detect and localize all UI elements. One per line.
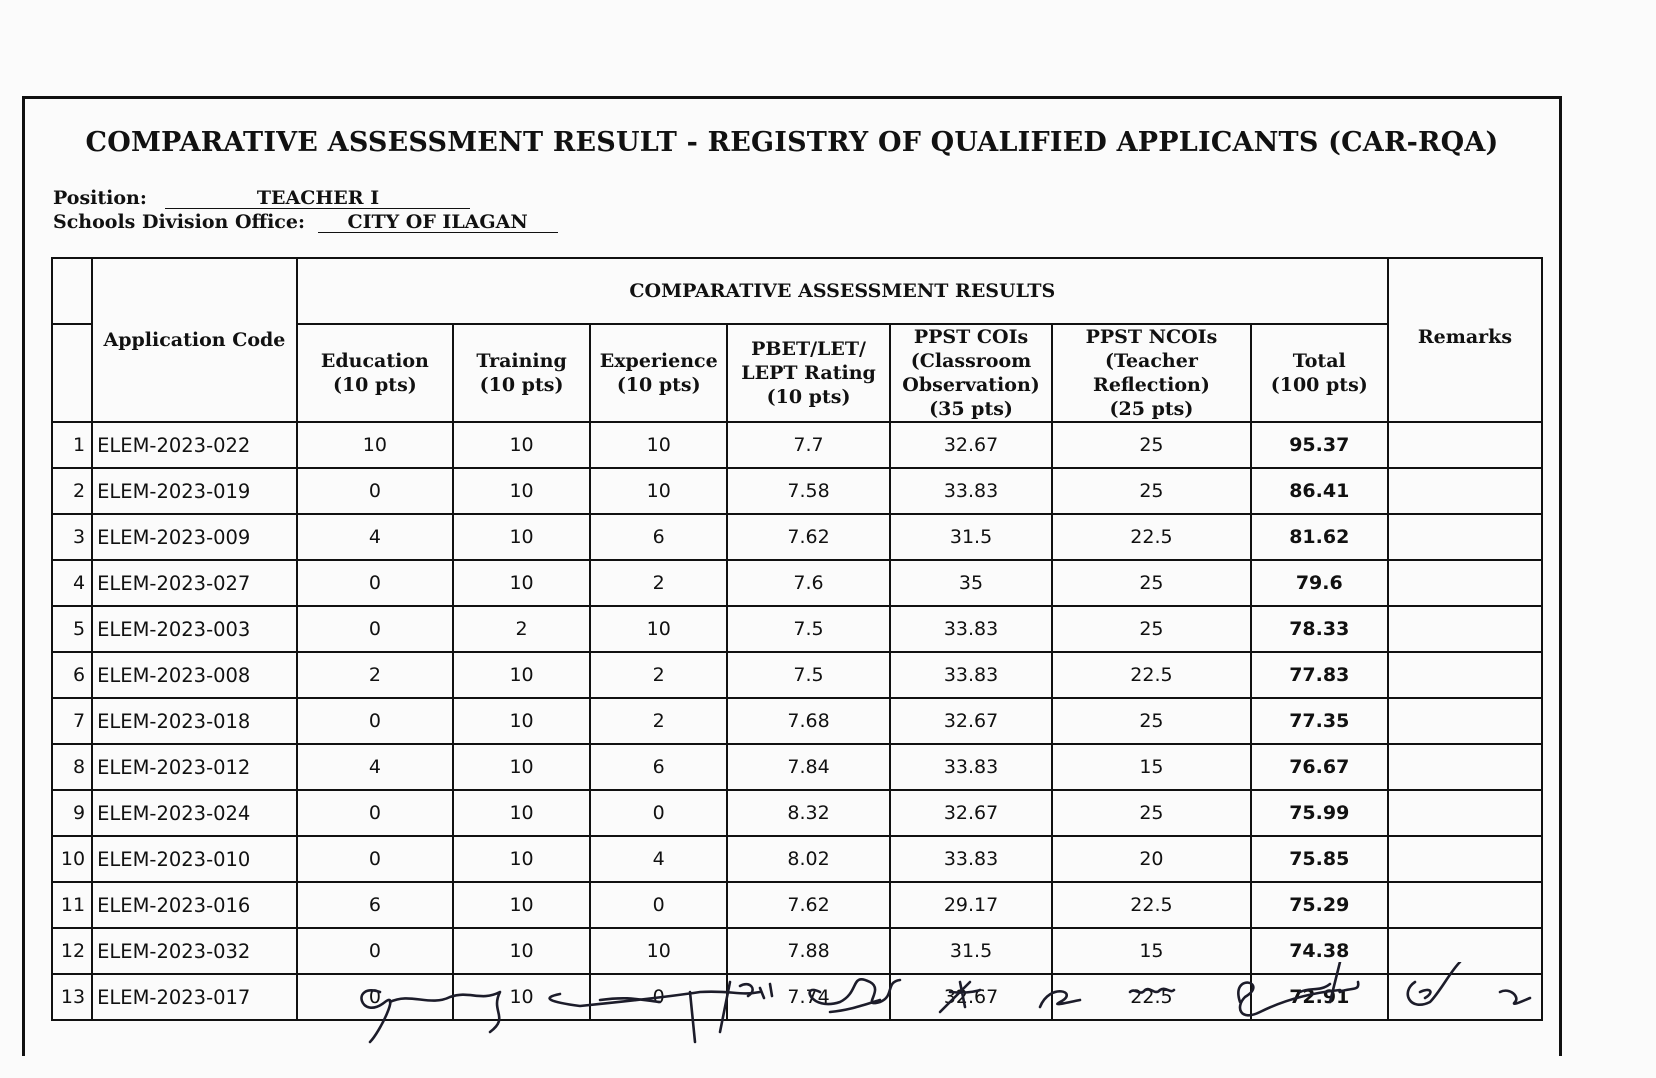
remarks-cell	[1388, 744, 1542, 790]
ppst-ncoi-score: 25	[1052, 560, 1250, 606]
header-column-line: (Teacher	[1105, 350, 1198, 372]
header-column-2	[453, 324, 590, 422]
education-score: 0	[297, 606, 453, 652]
training-score: 10	[453, 698, 590, 744]
let-rating: 7.62	[727, 882, 889, 928]
training-score: 10	[453, 790, 590, 836]
header-number-bottom	[52, 324, 92, 422]
signature-3	[720, 982, 772, 1032]
table-row	[52, 606, 1542, 652]
let-rating: 7.5	[727, 606, 889, 652]
header-column-line: Total	[1292, 350, 1346, 372]
training-score: 10	[453, 560, 590, 606]
education-score: 10	[297, 422, 453, 468]
application-code: ELEM-2023-003	[92, 606, 297, 652]
row-number: 11	[52, 882, 92, 928]
header-column-line: PBET/LET/	[751, 338, 866, 360]
experience-score: 6	[590, 514, 727, 560]
education-score: 0	[297, 974, 453, 1020]
ppst-coi-score: 33.83	[890, 652, 1052, 698]
total-score: 78.33	[1251, 606, 1388, 652]
training-score: 10	[453, 836, 590, 882]
ppst-coi-score: 32.67	[890, 790, 1052, 836]
ppst-ncoi-score: 25	[1052, 606, 1250, 652]
education-score: 2	[297, 652, 453, 698]
experience-score: 2	[590, 698, 727, 744]
header-column-line: Education	[320, 350, 429, 372]
header-column-line: (25 pts)	[1109, 398, 1194, 420]
row-number: 1	[52, 422, 92, 468]
signature-2	[550, 992, 760, 1042]
ppst-ncoi-score: 25	[1052, 468, 1250, 514]
header-column-line: Experience	[599, 350, 718, 372]
header-application-code: Application Code	[92, 258, 297, 422]
let-rating: 7.74	[727, 974, 889, 1020]
signature-4	[810, 979, 900, 1012]
header-column-1	[297, 324, 453, 422]
ppst-coi-score: 33.83	[890, 744, 1052, 790]
header-column-6	[1052, 324, 1250, 422]
header-column-4	[727, 324, 889, 422]
row-number: 8	[52, 744, 92, 790]
application-code: ELEM-2023-010	[92, 836, 297, 882]
header-column-line: PPST COIs	[913, 326, 1029, 348]
assessment-table	[51, 257, 1543, 1021]
ppst-ncoi-score: 22.5	[1052, 652, 1250, 698]
training-score: 10	[453, 514, 590, 560]
row-number: 9	[52, 790, 92, 836]
ppst-coi-score: 35	[890, 560, 1052, 606]
remarks-cell	[1388, 882, 1542, 928]
let-rating: 7.62	[727, 514, 889, 560]
experience-score: 0	[590, 790, 727, 836]
ppst-coi-score: 32.67	[890, 698, 1052, 744]
table-row	[52, 882, 1542, 928]
table-row	[52, 744, 1542, 790]
remarks-cell	[1388, 468, 1542, 514]
let-rating: 7.5	[727, 652, 889, 698]
education-score: 0	[297, 468, 453, 514]
table-row	[52, 422, 1542, 468]
header-column-line: Training	[476, 350, 567, 372]
remarks-cell	[1388, 514, 1542, 560]
header-column-line: PPST NCOIs	[1085, 326, 1218, 348]
experience-score: 10	[590, 468, 727, 514]
total-score: 86.41	[1251, 468, 1388, 514]
ppst-ncoi-score: 25	[1052, 790, 1250, 836]
application-code: ELEM-2023-019	[92, 468, 297, 514]
remarks-cell	[1388, 652, 1542, 698]
let-rating: 7.68	[727, 698, 889, 744]
application-code: ELEM-2023-008	[92, 652, 297, 698]
application-code: ELEM-2023-027	[92, 560, 297, 606]
row-number: 10	[52, 836, 92, 882]
signature-1	[361, 990, 500, 1042]
signature-11	[1500, 991, 1530, 1004]
position-line	[53, 187, 470, 209]
application-code: ELEM-2023-022	[92, 422, 297, 468]
application-code: ELEM-2023-032	[92, 928, 297, 974]
table-row	[52, 468, 1542, 514]
training-score: 10	[453, 652, 590, 698]
training-score: 10	[453, 744, 590, 790]
training-score: 10	[453, 468, 590, 514]
signature-5	[940, 982, 980, 1012]
experience-score: 2	[590, 652, 727, 698]
signatures-area	[340, 962, 1600, 1078]
ppst-coi-score: 33.83	[890, 836, 1052, 882]
header-remarks: Remarks	[1388, 258, 1542, 422]
training-score: 10	[453, 928, 590, 974]
remarks-cell	[1388, 606, 1542, 652]
signature-10	[1408, 962, 1460, 1005]
ppst-ncoi-score: 25	[1052, 422, 1250, 468]
application-code: ELEM-2023-016	[92, 882, 297, 928]
header-column-5	[890, 324, 1052, 422]
ppst-coi-score: 31.5	[890, 928, 1052, 974]
experience-score: 10	[590, 422, 727, 468]
remarks-cell	[1388, 698, 1542, 744]
application-code: ELEM-2023-017	[92, 974, 297, 1020]
training-score: 10	[453, 422, 590, 468]
header-column-line: LEPT Rating	[741, 362, 876, 384]
ppst-coi-score: 32.67	[890, 974, 1052, 1020]
let-rating: 7.7	[727, 422, 889, 468]
ppst-ncoi-score: 22.5	[1052, 514, 1250, 560]
row-number: 5	[52, 606, 92, 652]
experience-score: 10	[590, 928, 727, 974]
document-title: COMPARATIVE ASSESSMENT RESULT - REGISTRY OF QUALIFIED APPLICANTS (CAR-RQA)	[85, 127, 1499, 158]
signature-8	[1238, 983, 1340, 1016]
row-number: 13	[52, 974, 92, 1020]
education-score: 0	[297, 560, 453, 606]
table-row	[52, 514, 1542, 560]
let-rating: 7.58	[727, 468, 889, 514]
document-sheet	[22, 96, 1562, 1056]
header-column-3	[590, 324, 727, 422]
application-code: ELEM-2023-012	[92, 744, 297, 790]
ppst-ncoi-score: 15	[1052, 744, 1250, 790]
let-rating: 7.88	[727, 928, 889, 974]
ppst-coi-score: 31.5	[890, 514, 1052, 560]
header-column-line: (10 pts)	[616, 374, 701, 396]
row-number: 6	[52, 652, 92, 698]
header-column-line: (10 pts)	[332, 374, 417, 396]
total-score: 75.99	[1251, 790, 1388, 836]
table-row	[52, 652, 1542, 698]
signature-6	[1040, 991, 1080, 1007]
training-score: 10	[453, 882, 590, 928]
division-label: Schools Division Office:	[53, 211, 305, 233]
header-column-7	[1251, 324, 1388, 422]
total-score: 95.37	[1251, 422, 1388, 468]
education-score: 0	[297, 928, 453, 974]
position-value: TEACHER I	[165, 188, 470, 209]
header-column-line: (10 pts)	[766, 386, 851, 408]
experience-score: 0	[590, 882, 727, 928]
application-code: ELEM-2023-018	[92, 698, 297, 744]
experience-score: 4	[590, 836, 727, 882]
ppst-ncoi-score: 22.5	[1052, 974, 1250, 1020]
let-rating: 7.6	[727, 560, 889, 606]
remarks-cell	[1388, 836, 1542, 882]
ppst-coi-score: 32.67	[890, 422, 1052, 468]
application-code: ELEM-2023-009	[92, 514, 297, 560]
table-body	[52, 422, 1542, 1020]
header-column-line: (10 pts)	[479, 374, 564, 396]
row-number: 7	[52, 698, 92, 744]
total-score: 74.38	[1251, 928, 1388, 974]
experience-score: 6	[590, 744, 727, 790]
table-row	[52, 836, 1542, 882]
training-score: 10	[453, 974, 590, 1020]
ppst-ncoi-score: 20	[1052, 836, 1250, 882]
education-score: 4	[297, 514, 453, 560]
table-row	[52, 560, 1542, 606]
signature-7	[1130, 989, 1174, 993]
total-score: 75.85	[1251, 836, 1388, 882]
total-score: 77.35	[1251, 698, 1388, 744]
total-score: 79.6	[1251, 560, 1388, 606]
education-score: 0	[297, 836, 453, 882]
let-rating: 8.32	[727, 790, 889, 836]
header-comparative-results: COMPARATIVE ASSESSMENT RESULTS	[297, 258, 1388, 324]
total-score: 72.91	[1251, 974, 1388, 1020]
ppst-ncoi-score: 25	[1052, 698, 1250, 744]
header-column-line: (35 pts)	[929, 398, 1013, 420]
remarks-cell	[1388, 790, 1542, 836]
remarks-cell	[1388, 560, 1542, 606]
division-line	[53, 211, 558, 233]
ppst-coi-score: 33.83	[890, 468, 1052, 514]
ppst-coi-score: 29.17	[890, 882, 1052, 928]
header-column-line: Observation)	[902, 374, 1040, 396]
let-rating: 7.84	[727, 744, 889, 790]
training-score: 2	[453, 606, 590, 652]
ppst-ncoi-score: 15	[1052, 928, 1250, 974]
education-score: 0	[297, 698, 453, 744]
header-number-top	[52, 258, 92, 324]
education-score: 6	[297, 882, 453, 928]
division-value: CITY OF ILAGAN	[318, 212, 558, 233]
education-score: 4	[297, 744, 453, 790]
row-number: 4	[52, 560, 92, 606]
header-column-line: (Classroom	[910, 350, 1032, 372]
let-rating: 8.02	[727, 836, 889, 882]
table-row	[52, 698, 1542, 744]
row-number: 12	[52, 928, 92, 974]
row-number: 2	[52, 468, 92, 514]
table-row	[52, 790, 1542, 836]
row-number: 3	[52, 514, 92, 560]
total-score: 75.29	[1251, 882, 1388, 928]
total-score: 81.62	[1251, 514, 1388, 560]
total-score: 76.67	[1251, 744, 1388, 790]
application-code: ELEM-2023-024	[92, 790, 297, 836]
experience-score: 10	[590, 606, 727, 652]
signature-9	[1330, 962, 1358, 1002]
remarks-cell	[1388, 422, 1542, 468]
position-label: Position:	[53, 187, 147, 209]
header-column-line: (100 pts)	[1270, 374, 1368, 396]
total-score: 77.83	[1251, 652, 1388, 698]
education-score: 0	[297, 790, 453, 836]
experience-score: 2	[590, 560, 727, 606]
header-column-line: Reflection)	[1093, 374, 1210, 396]
experience-score: 0	[590, 974, 727, 1020]
ppst-coi-score: 33.83	[890, 606, 1052, 652]
ppst-ncoi-score: 22.5	[1052, 882, 1250, 928]
